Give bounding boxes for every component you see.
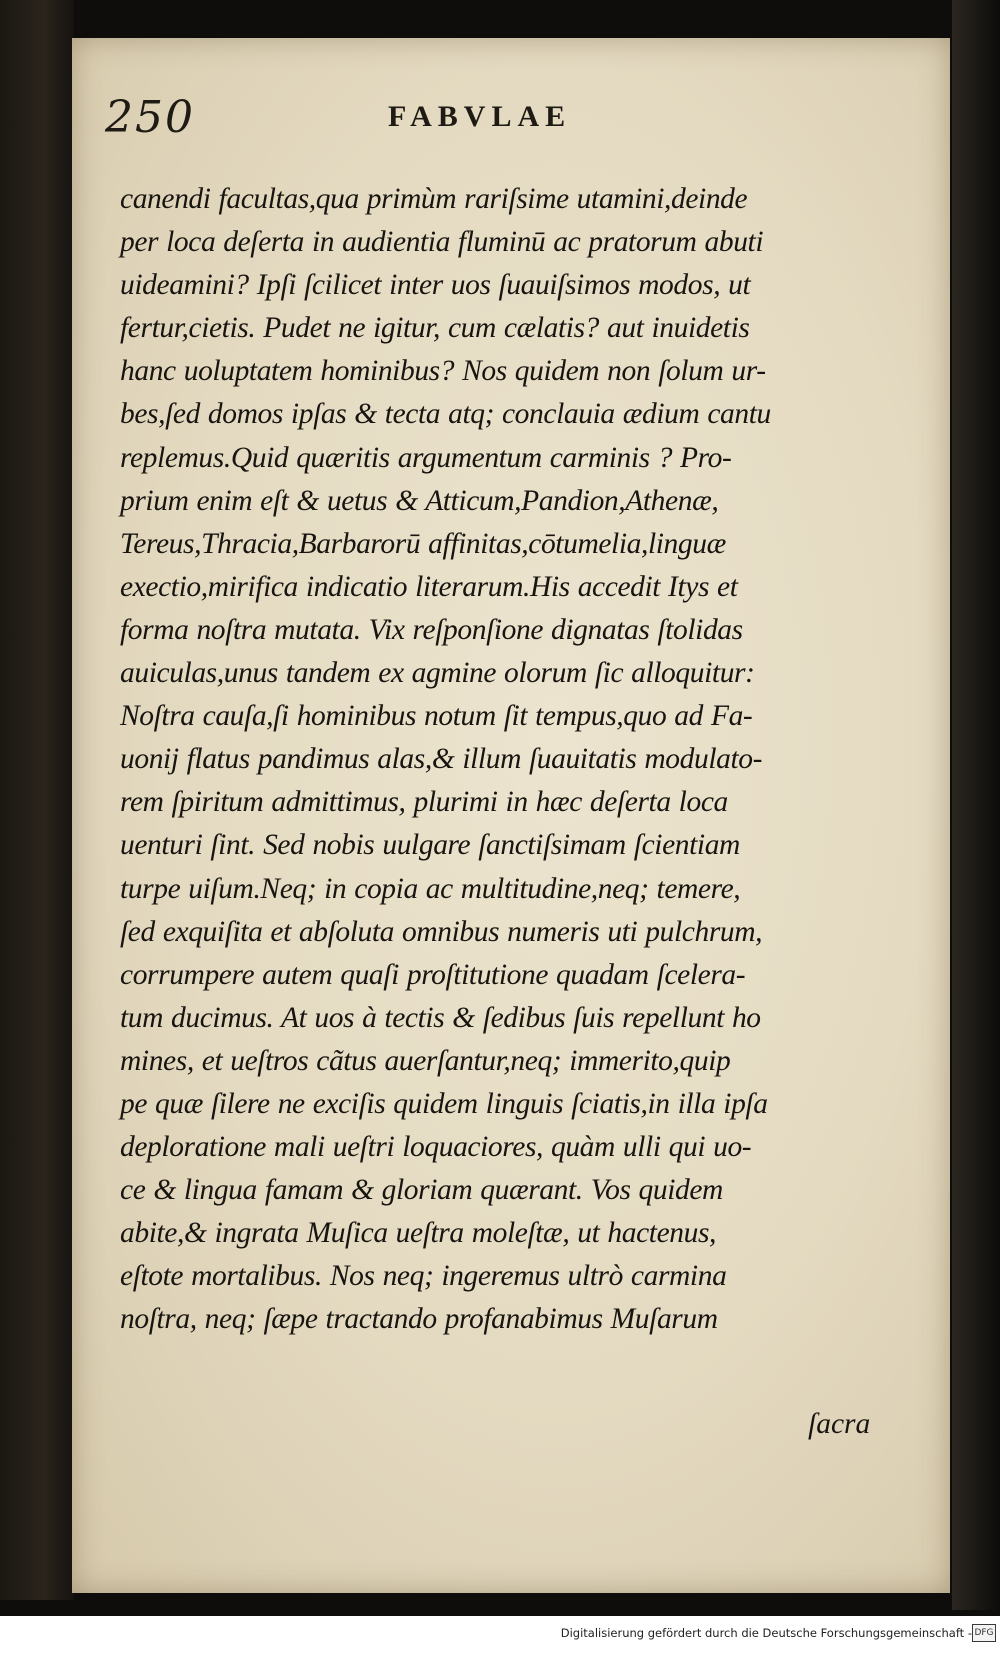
text-line: rem ſpiritum admittimus, plurimi in hæc deſerta loca: [120, 786, 728, 819]
body-text: [120, 178, 930, 1342]
text-line: abite,& ingrata Muſica ueſtra moleſtæ, ut hactenus,: [120, 1217, 717, 1250]
text-line: uideamini? Ipſi ſcilicet inter uos ſuauiſsimos modos, ut: [120, 269, 751, 302]
text-line: auiculas,unus tandem ex agmine olorum ſic alloquitur:: [120, 657, 755, 690]
footer-bar: [0, 1616, 1000, 1655]
text-line: mines, et ueſtros cãtus auerſantur,neq; immerito,quip: [120, 1044, 731, 1077]
text-line: tum ducimus. At uos à tectis & ſedibus ſuis repellunt ho: [120, 1001, 761, 1034]
text-line: eſtote mortalibus. Nos neq; ingeremus ultrò carmina: [120, 1260, 727, 1293]
text-line: replemus.Quid quæritis argumentum carminis ? Pro-: [120, 441, 732, 474]
text-line: Tereus,Thracia,Barbarorū affinitas,cōtumelia,linguæ: [120, 527, 726, 560]
text-line: per loca deſerta in audientia fluminū ac pratorum abuti: [120, 226, 764, 259]
text-line: deploratione mali ueſtri loquaciores, quàm ulli qui uo-: [120, 1131, 752, 1164]
text-line: corrumpere autem quaſi proſtitutione quadam ſcelera-: [120, 958, 746, 991]
text-line: exectio,mirifica indicatio literarum.His accedit Itys et: [120, 570, 738, 603]
page-edge-shadow: [952, 0, 1000, 1610]
text-line: pe quæ ſilere ne exciſis quidem linguis ſciatis,in illa ipſa: [120, 1087, 768, 1120]
text-line: uenturi ſint. Sed nobis uulgare ſanctiſsimam ſcientiam: [120, 829, 740, 862]
text-line: uonij flatus pandimus alas,& illum ſuauitatis modulato-: [120, 743, 763, 776]
dfg-logo-icon: DFG: [972, 1624, 996, 1642]
text-line: Noſtra cauſa,ſi hominibus notum ſit tempus,quo ad Fa-: [120, 700, 753, 733]
text-line: fertur,cietis. Pudet ne igitur, cum cælatis? aut inuidetis: [120, 312, 750, 345]
text-line: ſed exquiſita et abſoluta omnibus numeris uti pulchrum,: [120, 915, 763, 948]
text-line: ce & lingua famam & gloriam quærant. Vos quidem: [120, 1174, 723, 1207]
catchword: ſacra: [808, 1408, 871, 1440]
text-line: bes,ſed domos ipſas & tecta atq; conclauia ædium cantu: [120, 398, 771, 431]
funding-credit: Digitalisierung gefördert durch die Deutsche Forschungsgemeinschaft -: [560, 1626, 972, 1640]
text-line: canendi facultas,qua primùm rariſsime utamini,deinde: [120, 183, 748, 215]
running-head: FABVLAE: [388, 100, 572, 133]
text-line: forma noſtra mutata. Vix reſponſione dignatas ſtolidas: [120, 613, 743, 646]
page-number: 250: [105, 92, 195, 143]
text-line: turpe uiſum.Neq; in copia ac multitudine,neq; temere,: [120, 872, 741, 905]
book-spine-shadow: [0, 0, 74, 1600]
text-line: noſtra, neq; ſæpe tractando profanabimus Muſarum: [120, 1303, 718, 1336]
text-line: prium enim eſt & uetus & Atticum,Pandion,Athenæ,: [120, 484, 719, 517]
text-line: hanc uoluptatem hominibus? Nos quidem non ſolum ur-: [120, 355, 766, 388]
